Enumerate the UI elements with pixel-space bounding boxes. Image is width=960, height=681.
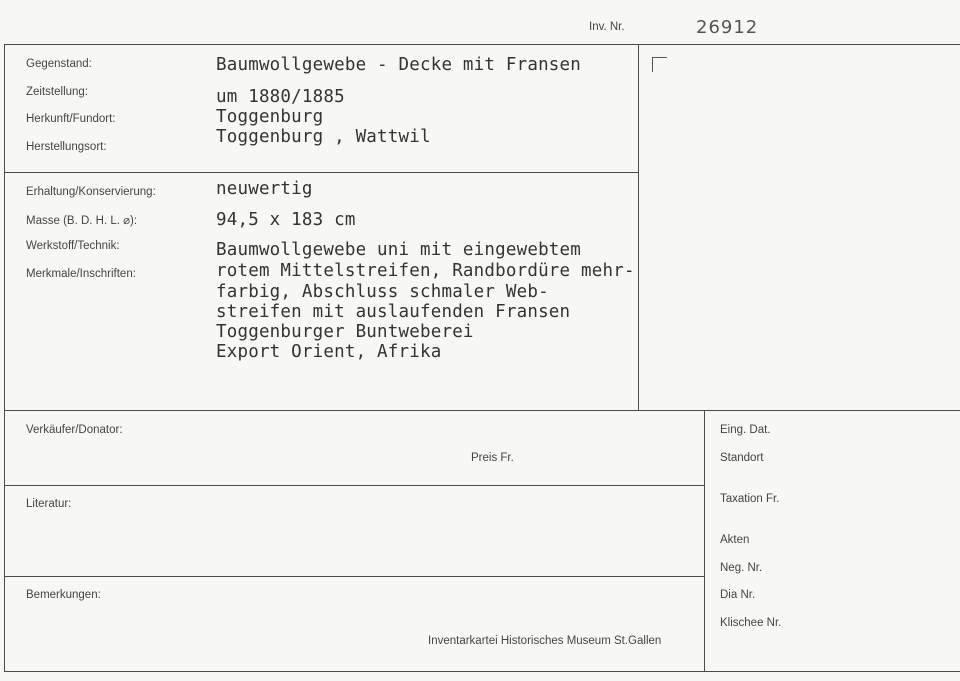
footer-institution: Inventarkartei Historisches Museum St.Gallen: [428, 635, 662, 647]
label-bemerkungen: Bemerkungen:: [26, 589, 101, 601]
label-preis: Preis Fr.: [471, 452, 514, 464]
description-line: streifen mit auslaufenden Fransen: [216, 302, 571, 322]
label-gegenstand: Gegenstand:: [26, 58, 92, 70]
inv-number-value: 26912: [696, 17, 759, 38]
label-masse: Masse (B. D. H. L. ⌀):: [26, 215, 138, 227]
top-rule: [4, 44, 960, 45]
description-line: Baumwollgewebe uni mit eingewebtem: [216, 240, 582, 260]
section-rule-2: [4, 410, 960, 411]
value-herkunft: Toggenburg: [216, 107, 324, 127]
label-akten: Akten: [720, 534, 750, 546]
label-neg-nr: Neg. Nr.: [720, 562, 763, 574]
value-erhaltung: neuwertig: [216, 179, 313, 199]
value-herstellungsort: Toggenburg , Wattwil: [216, 127, 431, 147]
label-taxation: Taxation Fr.: [720, 493, 780, 505]
inv-number-label: Inv. Nr.: [589, 21, 625, 33]
label-erhaltung: Erhaltung/Konservierung:: [26, 186, 156, 198]
section-rule-1: [4, 172, 638, 173]
section-rule-4: [4, 576, 704, 577]
description-line: Export Orient, Afrika: [216, 342, 442, 362]
label-zeitstellung: Zeitstellung:: [26, 86, 89, 98]
value-gegenstand: Baumwollgewebe - Decke mit Fransen: [216, 55, 582, 75]
label-eing-dat: Eing. Dat.: [720, 424, 771, 436]
section-rule-3: [4, 485, 704, 486]
left-border: [4, 44, 5, 671]
label-verkaeufer: Verkäufer/Donator:: [26, 424, 123, 436]
label-standort: Standort: [720, 452, 764, 464]
label-literatur: Literatur:: [26, 498, 72, 510]
label-werkstoff: Werkstoff/Technik:: [26, 240, 120, 252]
description-line: Toggenburger Buntweberei: [216, 322, 474, 342]
value-zeitstellung: um 1880/1885: [216, 87, 345, 107]
image-box-divider: [638, 44, 639, 410]
label-merkmale: Merkmale/Inschriften:: [26, 268, 136, 280]
label-dia-nr: Dia Nr.: [720, 589, 756, 601]
value-masse: 94,5 x 183 cm: [216, 210, 356, 230]
label-herkunft: Herkunft/Fundort:: [26, 113, 116, 125]
admin-column-divider: [704, 410, 705, 671]
label-klischee-nr: Klischee Nr.: [720, 617, 782, 629]
description-line: farbig, Abschluss schmaler Web-: [216, 282, 549, 302]
label-herstellungsort: Herstellungsort:: [26, 141, 107, 153]
bottom-rule: [4, 671, 960, 672]
photo-corner-mark: [652, 57, 667, 72]
description-line: rotem Mittelstreifen, Randbordüre mehr-: [216, 261, 635, 281]
